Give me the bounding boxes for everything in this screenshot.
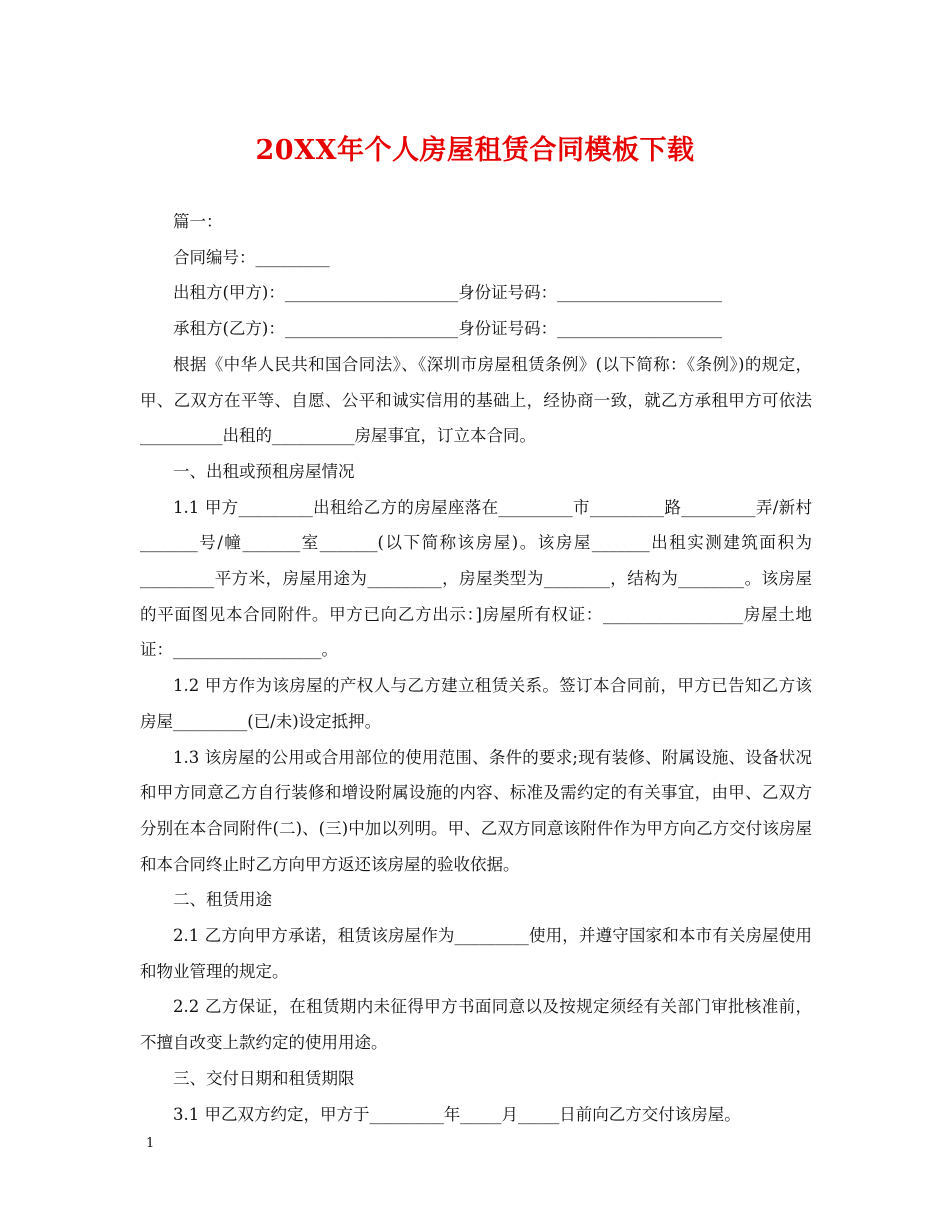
paragraph-lessor: 出租方(甲方)：_____________________身份证号码：____________________: [173, 283, 723, 303]
page-number: 1: [146, 1136, 155, 1151]
heading-section-2: 二、租赁用途: [173, 890, 272, 910]
paragraph-1-3: 1.3 该房屋的公用或合用部位的使用范围、条件的要求;现有装修、附属设施、设备状况和甲方同意乙方自行装修和增设附属设施的内容、标准及需约定的有关事宜，由甲、乙双方分别在本合同附件(二)、(三)中加以列明。甲、乙双方同意该附件作为甲方向乙方交付该房屋和本合同终止时乙方向甲方返还该房屋的验收依据。: [140, 747, 812, 874]
document-body: [140, 204, 812, 1132]
paragraph-section-label: 篇一：: [173, 212, 223, 231]
paragraph-1-2: 1.2 甲方作为该房屋的产权人与乙方建立租赁关系。签订本合同前，甲方已告知乙方该房屋_________(已/未)设定抵押。: [140, 676, 812, 731]
paragraph-lessee: 承租方(乙方)：_____________________身份证号码：____________________: [173, 319, 723, 339]
paragraph-3-1: 3.1 甲乙双方约定，甲方于_________年_____月_____日前向乙方交付该房屋。: [173, 1104, 741, 1124]
document-title: 20XX年个人房屋租赁合同模板下载: [255, 135, 695, 166]
paragraph-preamble: 根据《中华人民共和国合同法》、《深圳市房屋租赁条例》(以下简称：《条例》)的规定，甲、乙双方在平等、自愿、公平和诚实信用的基础上，经协商一致，就乙方承租甲方可依法__________出租的__________房屋事宜，订立本合同。: [140, 354, 812, 446]
paragraph-contract-number: 合同编号：_________: [173, 247, 330, 267]
paragraph-2-1: 2.1 乙方向甲方承诺，租赁该房屋作为_________使用，并遵守国家和本市有关房屋使用和物业管理的规定。: [140, 926, 812, 981]
heading-section-3: 三、交付日期和租赁期限: [173, 1068, 355, 1088]
heading-section-1: 一、出租或预租房屋情况: [173, 461, 355, 481]
paragraph-1-1: 1.1 甲方_________出租给乙方的房屋座落在_________市_________路_________弄/新村_______号/幢_______室_______(以下简称该房屋)。该房屋_______出租实测建筑面积为_________平方米，房屋用途为_________，房屋类型为________，结构为________。该房屋的平面图见本合同附件。甲方已向乙方出示：]房屋所有权证：_________________房屋土地证：__________________。: [140, 497, 812, 660]
paragraph-2-2: 2.2 乙方保证，在租赁期内未征得甲方书面同意以及按规定须经有关部门审批核准前，不擅自改变上款约定的使用用途。: [140, 997, 812, 1053]
